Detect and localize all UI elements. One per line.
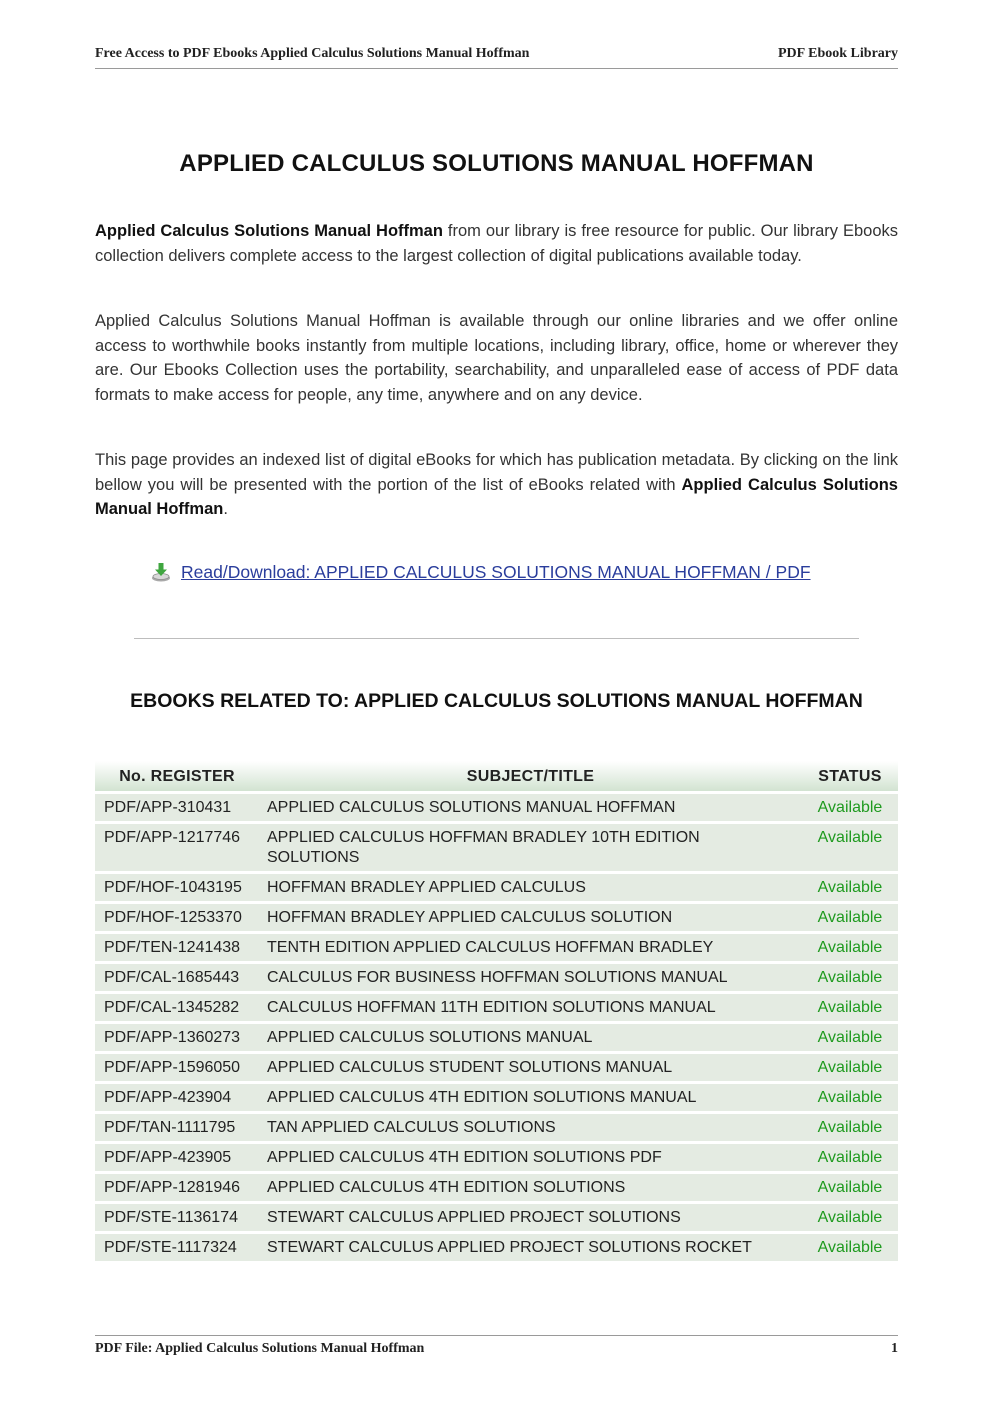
intro-bold-title: Applied Calculus Solutions Manual Hoffman [95,222,443,240]
status-cell: Available [802,1114,898,1141]
register-cell: PDF/APP-1217746 [95,824,259,871]
status-cell: Available [802,964,898,991]
intro-text-3: This page provides an indexed list of digital eBooks for which has publication metadata. By clicking on the link bellow you will be presented with the portion of the list of eBooks related with [95,451,898,494]
table-row[interactable] [95,934,898,961]
table-row[interactable] [95,824,898,871]
title-cell[interactable]: STEWART CALCULUS APPLIED PROJECT SOLUTIONS ROCKET [259,1234,802,1261]
title-cell[interactable]: APPLIED CALCULUS 4TH EDITION SOLUTIONS [259,1174,802,1201]
table-row[interactable] [95,1144,898,1171]
table-row[interactable] [95,1234,898,1261]
table-row[interactable] [95,994,898,1021]
register-cell: PDF/HOF-1253370 [95,904,259,931]
register-cell: PDF/APP-1596050 [95,1054,259,1081]
section-divider [134,638,859,639]
title-cell[interactable]: APPLIED CALCULUS 4TH EDITION SOLUTIONS MANUAL [259,1084,802,1111]
table-row[interactable] [95,1024,898,1051]
status-cell: Available [802,1084,898,1111]
title-cell[interactable]: CALCULUS HOFFMAN 11TH EDITION SOLUTIONS MANUAL [259,994,802,1021]
download-link[interactable]: Read/Download: APPLIED CALCULUS SOLUTIONS MANUAL HOFFMAN / PDF [181,561,811,582]
title-cell[interactable]: APPLIED CALCULUS STUDENT SOLUTIONS MANUAL [259,1054,802,1081]
register-cell: PDF/CAL-1345282 [95,994,259,1021]
table-row[interactable] [95,964,898,991]
footer-file-label: PDF File: Applied Calculus Solutions Manual Hoffman [95,1341,425,1356]
register-cell: PDF/APP-423905 [95,1144,259,1171]
table-row[interactable] [95,904,898,931]
table-row[interactable] [95,1174,898,1201]
title-cell[interactable]: TAN APPLIED CALCULUS SOLUTIONS [259,1114,802,1141]
column-header-title: SUBJECT/TITLE [259,761,802,791]
intro-paragraph-1 [95,219,898,268]
page-number: 1 [891,1341,898,1356]
title-cell[interactable]: APPLIED CALCULUS 4TH EDITION SOLUTIONS PDF [259,1144,802,1171]
status-cell: Available [802,934,898,961]
register-cell: PDF/STE-1117324 [95,1234,259,1261]
intro-bold-title-3: Applied Calculus Solutions Manual Hoffman [95,475,898,518]
download-row [150,561,811,583]
download-icon[interactable] [150,561,172,583]
page-footer [95,1335,898,1357]
title-cell[interactable]: APPLIED CALCULUS SOLUTIONS MANUAL HOFFMAN [259,794,802,821]
title-cell[interactable]: TENTH EDITION APPLIED CALCULUS HOFFMAN BRADLEY [259,934,802,961]
status-cell: Available [802,1234,898,1261]
title-cell[interactable]: HOFFMAN BRADLEY APPLIED CALCULUS SOLUTION [259,904,802,931]
status-cell: Available [802,1054,898,1081]
register-cell: PDF/TEN-1241438 [95,934,259,961]
register-cell: PDF/STE-1136174 [95,1204,259,1231]
status-cell: Available [802,904,898,931]
status-cell: Available [802,1024,898,1051]
related-ebooks-table [95,758,898,1264]
register-cell: PDF/CAL-1685443 [95,964,259,991]
status-cell: Available [802,794,898,821]
table-row[interactable] [95,1054,898,1081]
table-row[interactable] [95,1084,898,1111]
status-cell: Available [802,1204,898,1231]
page-header [95,46,898,69]
table-row[interactable] [95,874,898,901]
table-row[interactable] [95,1204,898,1231]
intro-paragraph-2: Applied Calculus Solutions Manual Hoffman is available through our online libraries and we offer online access to worthwhile books instantly from multiple locations, including library, office, home or wherever they are. Our Ebooks Collection uses the portability, searchability, and unparalleled ease of access of PDF data formats to make access for people, any time, anywhere and on any device. [95,312,898,404]
register-cell: PDF/TAN-1111795 [95,1114,259,1141]
header-right-text: PDF Ebook Library [777,46,898,61]
column-header-status: STATUS [802,761,898,791]
register-cell: PDF/APP-310431 [95,794,259,821]
status-cell: Available [802,1144,898,1171]
related-ebooks-title: EBOOKS RELATED TO: APPLIED CALCULUS SOLUTIONS MANUAL HOFFMAN [130,690,863,712]
table-row[interactable] [95,794,898,821]
register-cell: PDF/HOF-1043195 [95,874,259,901]
status-cell: Available [802,874,898,901]
register-cell: PDF/APP-423904 [95,1084,259,1111]
title-cell[interactable]: CALCULUS FOR BUSINESS HOFFMAN SOLUTIONS MANUAL [259,964,802,991]
status-cell: Available [802,824,898,871]
title-cell[interactable]: HOFFMAN BRADLEY APPLIED CALCULUS [259,874,802,901]
table-row[interactable] [95,1114,898,1141]
title-cell[interactable]: APPLIED CALCULUS SOLUTIONS MANUAL [259,1024,802,1051]
status-cell: Available [802,1174,898,1201]
table-header-row [95,761,898,791]
register-cell: PDF/APP-1360273 [95,1024,259,1051]
status-cell: Available [802,994,898,1021]
title-cell[interactable]: APPLIED CALCULUS HOFFMAN BRADLEY 10TH EDITION SOLUTIONS [259,824,802,871]
page-title: APPLIED CALCULUS SOLUTIONS MANUAL HOFFMAN [179,150,814,177]
column-header-register: No. REGISTER [95,761,259,791]
intro-text-1: from our library is free resource for public. Our library Ebooks collection delivers complete access to the largest collection of digital publications available today. [95,222,898,265]
title-cell[interactable]: STEWART CALCULUS APPLIED PROJECT SOLUTIONS [259,1204,802,1231]
register-cell: PDF/APP-1281946 [95,1174,259,1201]
intro-text-3-end: . [223,500,228,518]
header-left-text: Free Access to PDF Ebooks Applied Calculus Solutions Manual Hoffman [95,46,530,61]
intro-paragraph-3 [95,448,898,522]
